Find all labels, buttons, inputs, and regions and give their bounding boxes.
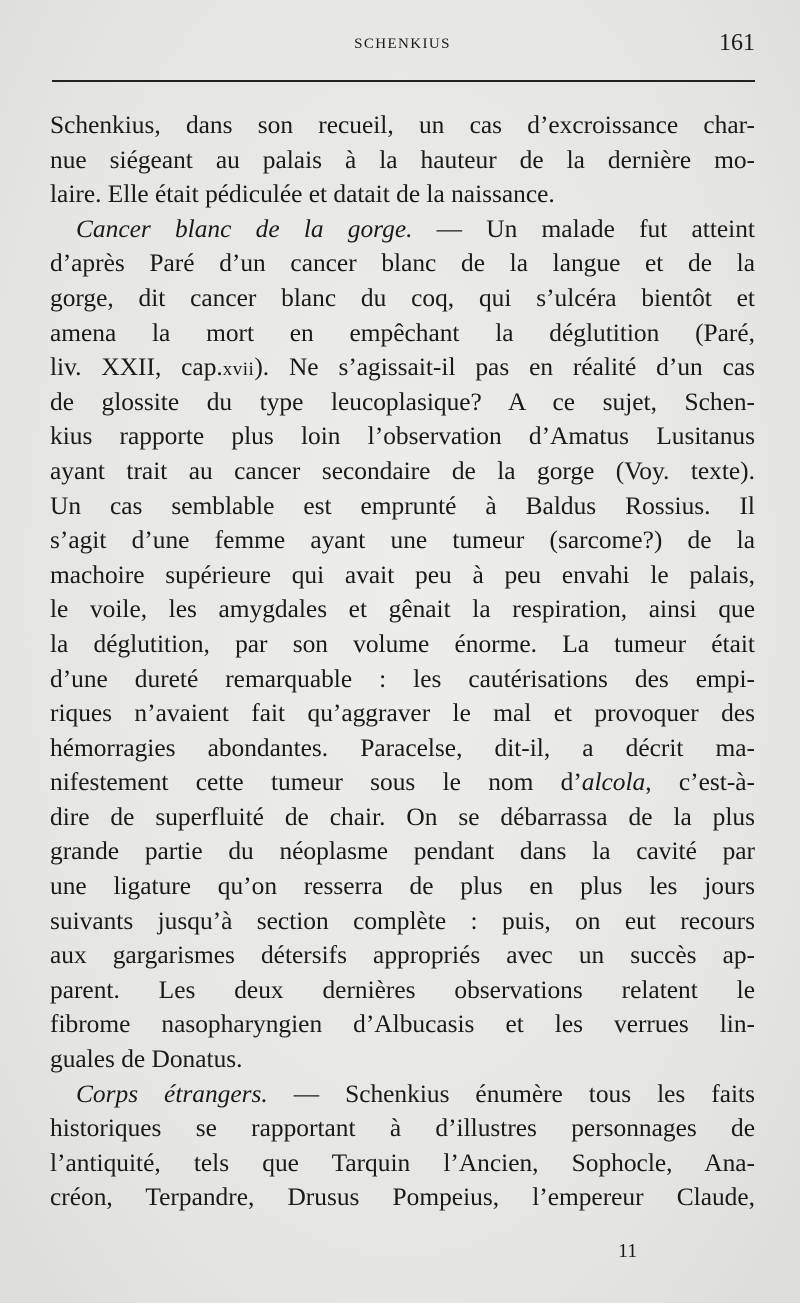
text-line [50, 834, 755, 869]
text-line [50, 1042, 755, 1077]
line-text: d’une dureté remarquable : les cautérisations des empi- [50, 664, 755, 693]
line-text: une ligature qu’on resserra de plus en plus les jours [50, 872, 755, 901]
text-line [50, 350, 755, 385]
text-line [50, 800, 755, 835]
text-line [50, 696, 755, 731]
text-line [50, 592, 755, 627]
text-line [50, 143, 755, 178]
text-line [50, 1146, 755, 1181]
line-text: suivants jusqu’à section complète : puis, on eut recours [50, 906, 755, 935]
line-text: la déglutition, par son volume énorme. La tumeur était [50, 629, 755, 658]
line-text: liv. XXII, cap. [50, 353, 223, 382]
line-text: ). Ne s’agissait-il pas en réalité d’un cas [254, 353, 755, 382]
line-text: — Schenkius énumère tous les faits [267, 1079, 755, 1108]
line-text: nifestement cette tumeur sous le nom d’ [50, 768, 582, 797]
line-text: historiques se rapportant à d’illustres personnages de [50, 1114, 755, 1143]
line-text: d’après Paré d’un cancer blanc de la langue et de la [50, 249, 755, 278]
line-text: gorge, dit cancer blanc du coq, qui s’ulcéra bientôt et [50, 283, 755, 312]
text-line [50, 246, 755, 281]
text-line [50, 281, 755, 316]
roman-numeral: xvii [222, 359, 255, 381]
text-line [50, 869, 755, 904]
text-line [50, 108, 755, 143]
text-line [50, 316, 755, 351]
line-text: amena la mort en empêchant la déglutition (Paré, [50, 318, 755, 347]
text-line [50, 177, 755, 212]
line-text: aux gargarismes détersifs appropriés avec un succès ap- [50, 941, 755, 970]
line-text: créon, Terpandre, Drusus Pompeius, l’empereur Claude, [50, 1183, 755, 1212]
text-line [50, 1111, 755, 1146]
line-text: l’antiquité, tels que Tarquin l’Ancien, Sophocle, Ana- [50, 1148, 755, 1177]
line-text: le voile, les amygdales et gênait la respiration, ainsi que [50, 595, 755, 624]
line-text: grande partie du néoplasme pendant dans la cavité par [50, 837, 755, 866]
text-line [50, 558, 755, 593]
line-text: Un cas semblable est emprunté à Baldus Rossius. Il [50, 491, 755, 520]
italic-term: alcola [581, 768, 646, 797]
text-line [50, 731, 755, 766]
page-number: 161 [719, 30, 755, 56]
line-text: , c’est-à- [645, 768, 755, 797]
section-heading-cancer: Cancer blanc de la gorge. [76, 214, 413, 243]
text-line [50, 419, 755, 454]
signature-mark: 11 [618, 1240, 638, 1262]
line-text: laire. Elle était pédiculée et datait de la naissance. [50, 180, 555, 209]
body-text [50, 108, 755, 1215]
line-text: dire de superfluité de chair. On se débarrassa de la plus [50, 802, 755, 831]
text-line [50, 938, 755, 973]
section-heading-line [50, 1077, 755, 1112]
line-text: — Un malade fut atteint [412, 214, 755, 243]
section-heading-line [50, 212, 755, 247]
page-header [50, 30, 755, 66]
text-line [50, 1007, 755, 1042]
text-line [50, 765, 755, 800]
line-text: nue siégeant au palais à la hauteur de la dernière mo- [50, 145, 755, 174]
line-text: fibrome nasopharyngien d’Albucasis et les verrues lin- [50, 1010, 755, 1039]
line-text: guales de Donatus. [50, 1045, 243, 1074]
text-line [50, 523, 755, 558]
line-text: de glossite du type leucoplasique? A ce sujet, Schen- [50, 387, 755, 416]
line-text: kius rapporte plus loin l’observation d’Amatus Lusitanus [50, 422, 755, 451]
running-head: SCHENKIUS [354, 36, 451, 52]
text-line [50, 627, 755, 662]
text-line [50, 662, 755, 697]
line-text: ayant trait au cancer secondaire de la gorge (Voy. texte). [50, 456, 755, 485]
line-text: parent. Les deux dernières observations relatent le [50, 975, 755, 1004]
line-text: riques n’avaient fait qu’aggraver le mal et provoquer des [50, 699, 755, 728]
text-line [50, 973, 755, 1008]
line-text: s’agit d’une femme ayant une tumeur (sarcome?) de la [50, 526, 755, 555]
text-line [50, 904, 755, 939]
text-line [50, 385, 755, 420]
text-line [50, 1180, 755, 1215]
section-heading-corps: Corps étrangers. [76, 1079, 268, 1108]
line-text: Schenkius, dans son recueil, un cas d’excroissance char- [50, 111, 755, 139]
line-text: machoire supérieure qui avait peu à peu envahi le palais, [50, 560, 755, 589]
header-rule [52, 80, 755, 82]
text-line [50, 489, 755, 524]
text-line [50, 454, 755, 489]
line-text: hémorragies abondantes. Paracelse, dit-il, a décrit ma- [50, 733, 755, 762]
